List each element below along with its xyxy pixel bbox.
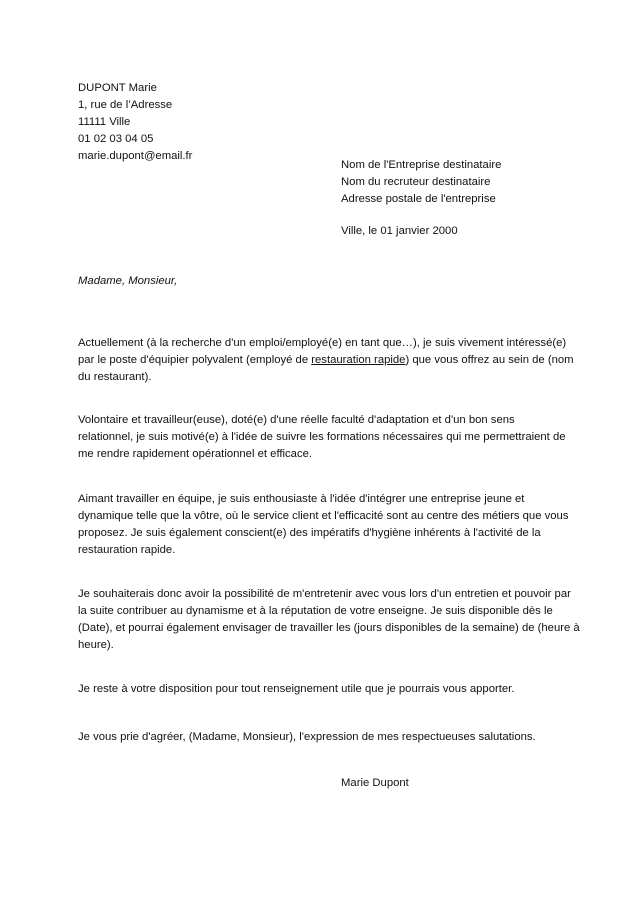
sender-phone: 01 02 03 04 05 (78, 133, 154, 145)
paragraph-line (78, 352, 578, 369)
sender-block (78, 80, 378, 165)
text-run: par le poste d'équipier polyvalent (employé de (78, 354, 312, 366)
paragraph-intro (78, 335, 578, 386)
restauration-rapide-link[interactable]: restauration rapide (311, 354, 406, 366)
recipient-block (341, 157, 611, 208)
recipient-company: Nom de l'Entreprise destinataire (341, 159, 502, 171)
paragraph-line: la suite contribuer au dynamisme et à la réputation de votre enseigne. Je suis disponible dès le (78, 605, 553, 617)
sender-city: 11111 Ville (78, 116, 131, 128)
paragraph-line: Je reste à votre disposition pour tout renseignement utile que je pourrais vous apporter. (78, 683, 515, 695)
date-line: Ville, le 01 janvier 2000 (341, 225, 458, 237)
text-run: ) que vous offrez au sein de (nom (405, 354, 574, 366)
paragraph-line: Je vous prie d'agréer, (Madame, Monsieur), l'expression de mes respectueuses salutations. (78, 731, 536, 743)
paragraph-disposition (78, 681, 578, 698)
paragraph-qualities (78, 412, 578, 463)
salutation: Madame, Monsieur, (78, 275, 178, 287)
paragraph-line: restauration rapide. (78, 544, 176, 556)
sender-email: marie.dupont@email.fr (78, 150, 193, 162)
paragraph-availability (78, 586, 578, 654)
signature: Marie Dupont (341, 777, 409, 789)
recipient-address: Adresse postale de l'entreprise (341, 193, 496, 205)
paragraph-line: (Date), et pourrai également envisager de travailler les (jours disponibles de la semaine) de (heure à (78, 622, 580, 634)
paragraph-line: Actuellement (à la recherche d'un emploi/employé(e) en tant que…), je suis vivement intéressé(e) (78, 337, 567, 349)
sender-name: DUPONT Marie (78, 82, 157, 94)
paragraph-line: dynamique telle que la vôtre, où le service client et l'efficacité sont au centre des métiers que vous (78, 510, 569, 522)
paragraph-line: heure). (78, 639, 114, 651)
paragraph-line: me rendre rapidement opérationnel et efficace. (78, 448, 313, 460)
sender-street: 1, rue de l’Adresse (78, 99, 173, 111)
paragraph-line: Je souhaiterais donc avoir la possibilité de m'entretenir avec vous lors d'un entretien et pouvoir par (78, 588, 571, 600)
paragraph-line: Volontaire et travailleur(euse), doté(e) d'une réelle faculté d'adaptation et d'un bon sens (78, 414, 515, 426)
recipient-recruiter: Nom du recruteur destinataire (341, 176, 491, 188)
paragraph-line: proposez. Je suis également conscient(e) des impératifs d'hygiène inhérents à l'activité de la (78, 527, 541, 539)
paragraph-line: Aimant travailler en équipe, je suis enthousiaste à l'idée d'intégrer une entreprise jeune et (78, 493, 525, 505)
paragraph-line: relationnel, je suis motivé(e) à l'idée de suivre les formations nécessaires qui me permettraient de (78, 431, 566, 443)
paragraph-line: du restaurant). (78, 371, 152, 383)
paragraph-teamwork (78, 491, 578, 559)
paragraph-closing (78, 729, 578, 746)
